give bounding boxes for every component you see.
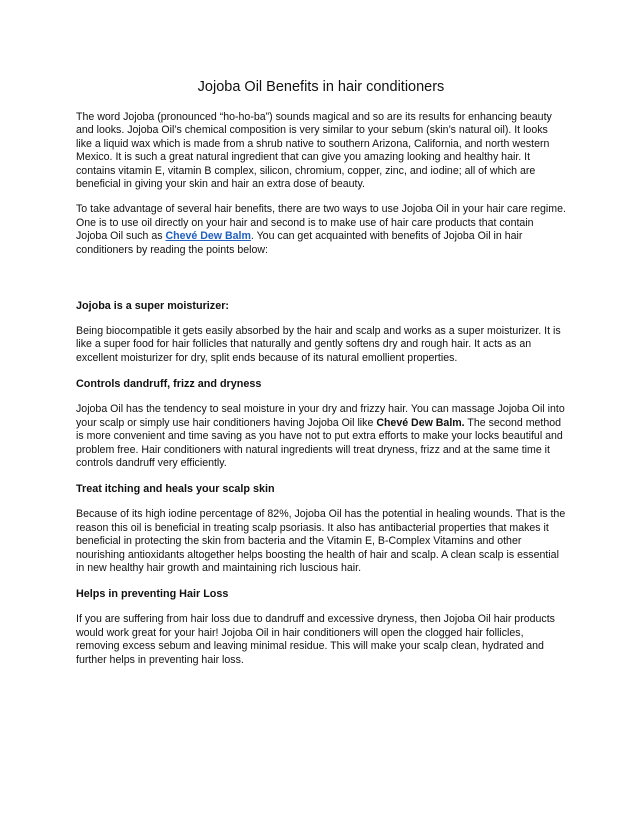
intro-paragraph-2 <box>76 203 566 257</box>
section-body-itching: Because of its high iodine percentage of 82%, Jojoba Oil has the potential in healing wounds. That is the reason this oil is beneficial in treating scalp psoriasis. It also has antibacterial properties that makes it beneficial in protecting the skin from bacteria and the Vitamin E, B-Complex Vitamins and other nourishing antioxidants altogether helps boosting the health of hair and scalp. A clean scalp is essential in new healthy hair growth and maintaining rich luscious hair. <box>76 508 566 574</box>
intro-paragraph-1: The word Jojoba (pronounced “ho-ho-ba”) sounds magical and so are its results for enhancing beauty and looks. Jojoba Oil’s chemical composition is very similar to your sebum (skin’s natural oil). It looks like a liquid wax which is made from a shrub native to southern Arizona, California, and north western Mexico. It is such a great natural ingredient that can give you amazing looking and healthy hair. It contains vitamin E, vitamin B complex, silicon, chromium, copper, zinc, and iodine; all of which are beneficial in giving your skin and hair an extra dose of beauty. <box>76 111 552 191</box>
section-heading-itching: Treat itching and heals your scalp skin <box>76 483 275 496</box>
page-title: Jojoba Oil Benefits in hair conditioners <box>197 79 445 95</box>
section-body-hair-loss: If you are suffering from hair loss due to dandruff and excessive dryness, then Jojoba Oil hair products would work great for your hair! Jojoba Oil in hair conditioners will open the clogged hair follicles, removing excess sebum and leaving minimal residue. This will make your scalp clean, hydrated and further helps in preventing hair loss. <box>76 613 555 666</box>
section-heading-dandruff: Controls dandruff, frizz and dryness <box>76 378 262 391</box>
section-body-dandruff-before: Jojoba Oil has the tendency to seal moisture in your dry and frizzy hair. You can massage Jojoba Oil into your scalp or simply use hair conditioners having Jojoba Oil like <box>76 403 565 429</box>
product-name-bold: Chevé Dew Balm. <box>376 416 465 429</box>
section-body-dandruff-after: The second method is more convenient and time saving as you have not to put extra efforts to make your locks beautiful and problem free. Hair conditioners with natural ingredients will treat dryness, frizz and at the same time it controls dandruff very efficiently. <box>76 416 563 469</box>
intro-paragraph-2-text-before: To take advantage of several hair benefits, there are two ways to use Jojoba Oil in your hair care regime. One is to use oil directly on your hair and second is to make use of hair care products that contain Jojoba Oil such as <box>76 203 566 243</box>
section-heading-moisturizer: Jojoba is a super moisturizer: <box>76 300 229 313</box>
cheve-dew-balm-link[interactable]: Chevé Dew Balm <box>165 230 251 243</box>
section-body-moisturizer: Being biocompatible it gets easily absorbed by the hair and scalp and works as a super moisturizer. It is like a super food for hair follicles that naturally and gently softens dry and rough hair. It acts as an excellent moisturizer for dry, split ends because of its natural emollient properties. <box>76 325 561 364</box>
intro-paragraph-2-text-after: . You can get acquainted with benefits of Jojoba Oil in hair conditioners by reading the points below: <box>76 230 523 256</box>
section-heading-hair-loss: Helps in preventing Hair Loss <box>76 588 229 601</box>
section-body-dandruff <box>76 403 566 470</box>
